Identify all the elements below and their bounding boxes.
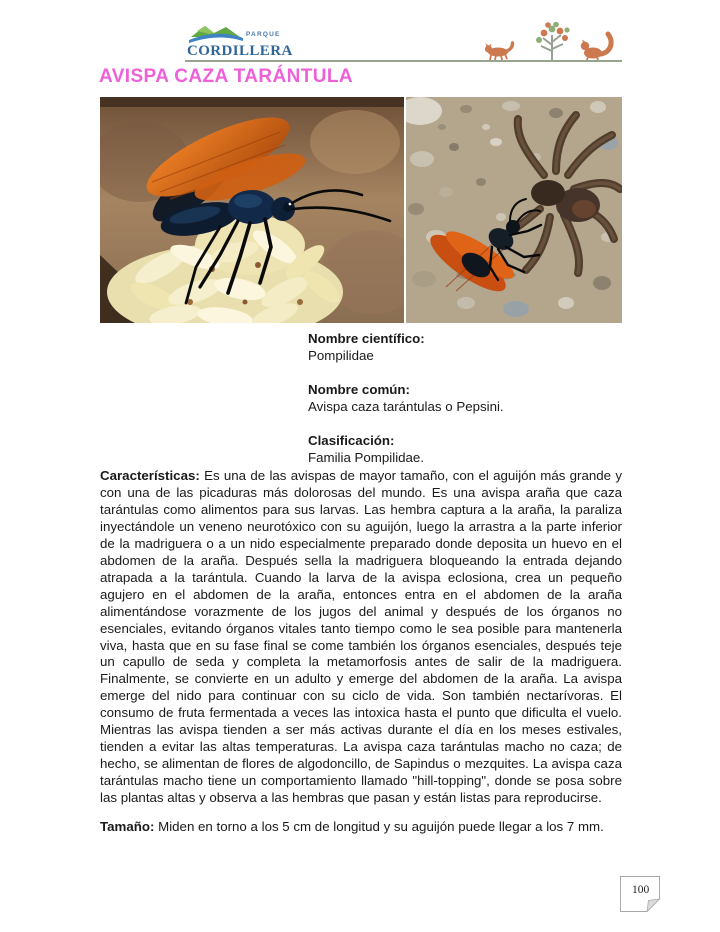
squirrel-icon bbox=[581, 34, 611, 60]
classification-label: Clasificación: bbox=[308, 433, 395, 448]
tamano-paragraph bbox=[100, 818, 622, 835]
scientific-name-group bbox=[308, 330, 504, 364]
page-title: AVISPA CAZA TARÁNTULA bbox=[99, 66, 353, 87]
common-name-value: Avispa caza tarántulas o Pepsini. bbox=[308, 399, 504, 414]
parque-cordillera-logo bbox=[183, 22, 315, 62]
scientific-name-label: Nombre científico: bbox=[308, 331, 425, 346]
caracteristicas-paragraph bbox=[100, 468, 622, 807]
tarantula-hawk-wasp-on-flower-photo bbox=[100, 97, 404, 323]
logo-name-label: CORDILLERA bbox=[187, 43, 293, 59]
classification-group bbox=[308, 432, 504, 466]
common-name-label: Nombre común: bbox=[308, 382, 410, 397]
species-info-block bbox=[308, 330, 504, 483]
fox-icon bbox=[485, 43, 513, 60]
page-number: 100 bbox=[632, 884, 650, 896]
classification-value: Familia Pompilidae. bbox=[308, 450, 425, 465]
tamano-label: Tamaño: bbox=[100, 819, 155, 834]
page-number-badge bbox=[619, 875, 661, 913]
header-fauna-illustration bbox=[482, 21, 622, 63]
common-name-group bbox=[308, 381, 504, 415]
caracteristicas-label: Características: bbox=[100, 468, 200, 483]
logo-park-label: PARQUE bbox=[246, 31, 281, 38]
tamano-text: Miden en torno a los 5 cm de longitud y su aguijón puede llegar a los 7 mm. bbox=[158, 819, 604, 834]
tree-icon bbox=[536, 22, 570, 60]
scientific-name-value: Pompilidae bbox=[308, 348, 374, 363]
caracteristicas-text: Es una de las avispas de mayor tamaño, con el aguijón más grande y con una de las picaduras más dolorosas del mundo. Es una avispa araña que caza tarántulas como alimentos para sus larvas. Las hembra captura a la araña, la paraliza inyectándole un veneno neurotóxico con su aguijón, luego la arrastra a la parte inferior de la madriguera o a un nido especialmente preparado donde deposita un huevo en el abdomen de la araña. Después sella la madriguera bloqueando la entrada dejando atrapada a la tarántula. Cuando la larva de la avispa eclosiona, crea un pequeño agujero en el abdomen de la araña, entonces entra en el abdomen de la araña alimentándose vorazmente de los jugos del animal y después de los órganos no esenciales, evitando órganos vitales tanto tiempo como le sea posible para mantenerla viva, hasta que en su fase final se come también los órganos esenciales, después teje un capullo de seda y completa la metamorfosis antes de salir de la madriguera. Finalmente, se convierte en un adulto y emerge del abdomen de la araña. La avispa emerge del nido para continuar con su ciclo de vida. Son también nectarívoras. El consumo de fruta fermentada a veces las intoxica hasta el punto que dificulta el vuelo. Mientras las avispa tienden a ser más activas durante el día en los meses estivales, tienden a evitar las altas temperaturas. La avispa caza tarántulas macho no caza; de hecho, se alimentan de flores de algodoncillo, de Sapindus o mezquites. La avispa caza tarántulas macho tiene un comportamiento llamado "hill-topping", donde se posa sobre las plantas altas y observa a las hembras que pasan y están listas para reproducirse. bbox=[100, 468, 622, 806]
wasp-attacking-tarantula-photo bbox=[406, 97, 622, 323]
photo-strip bbox=[100, 97, 622, 323]
